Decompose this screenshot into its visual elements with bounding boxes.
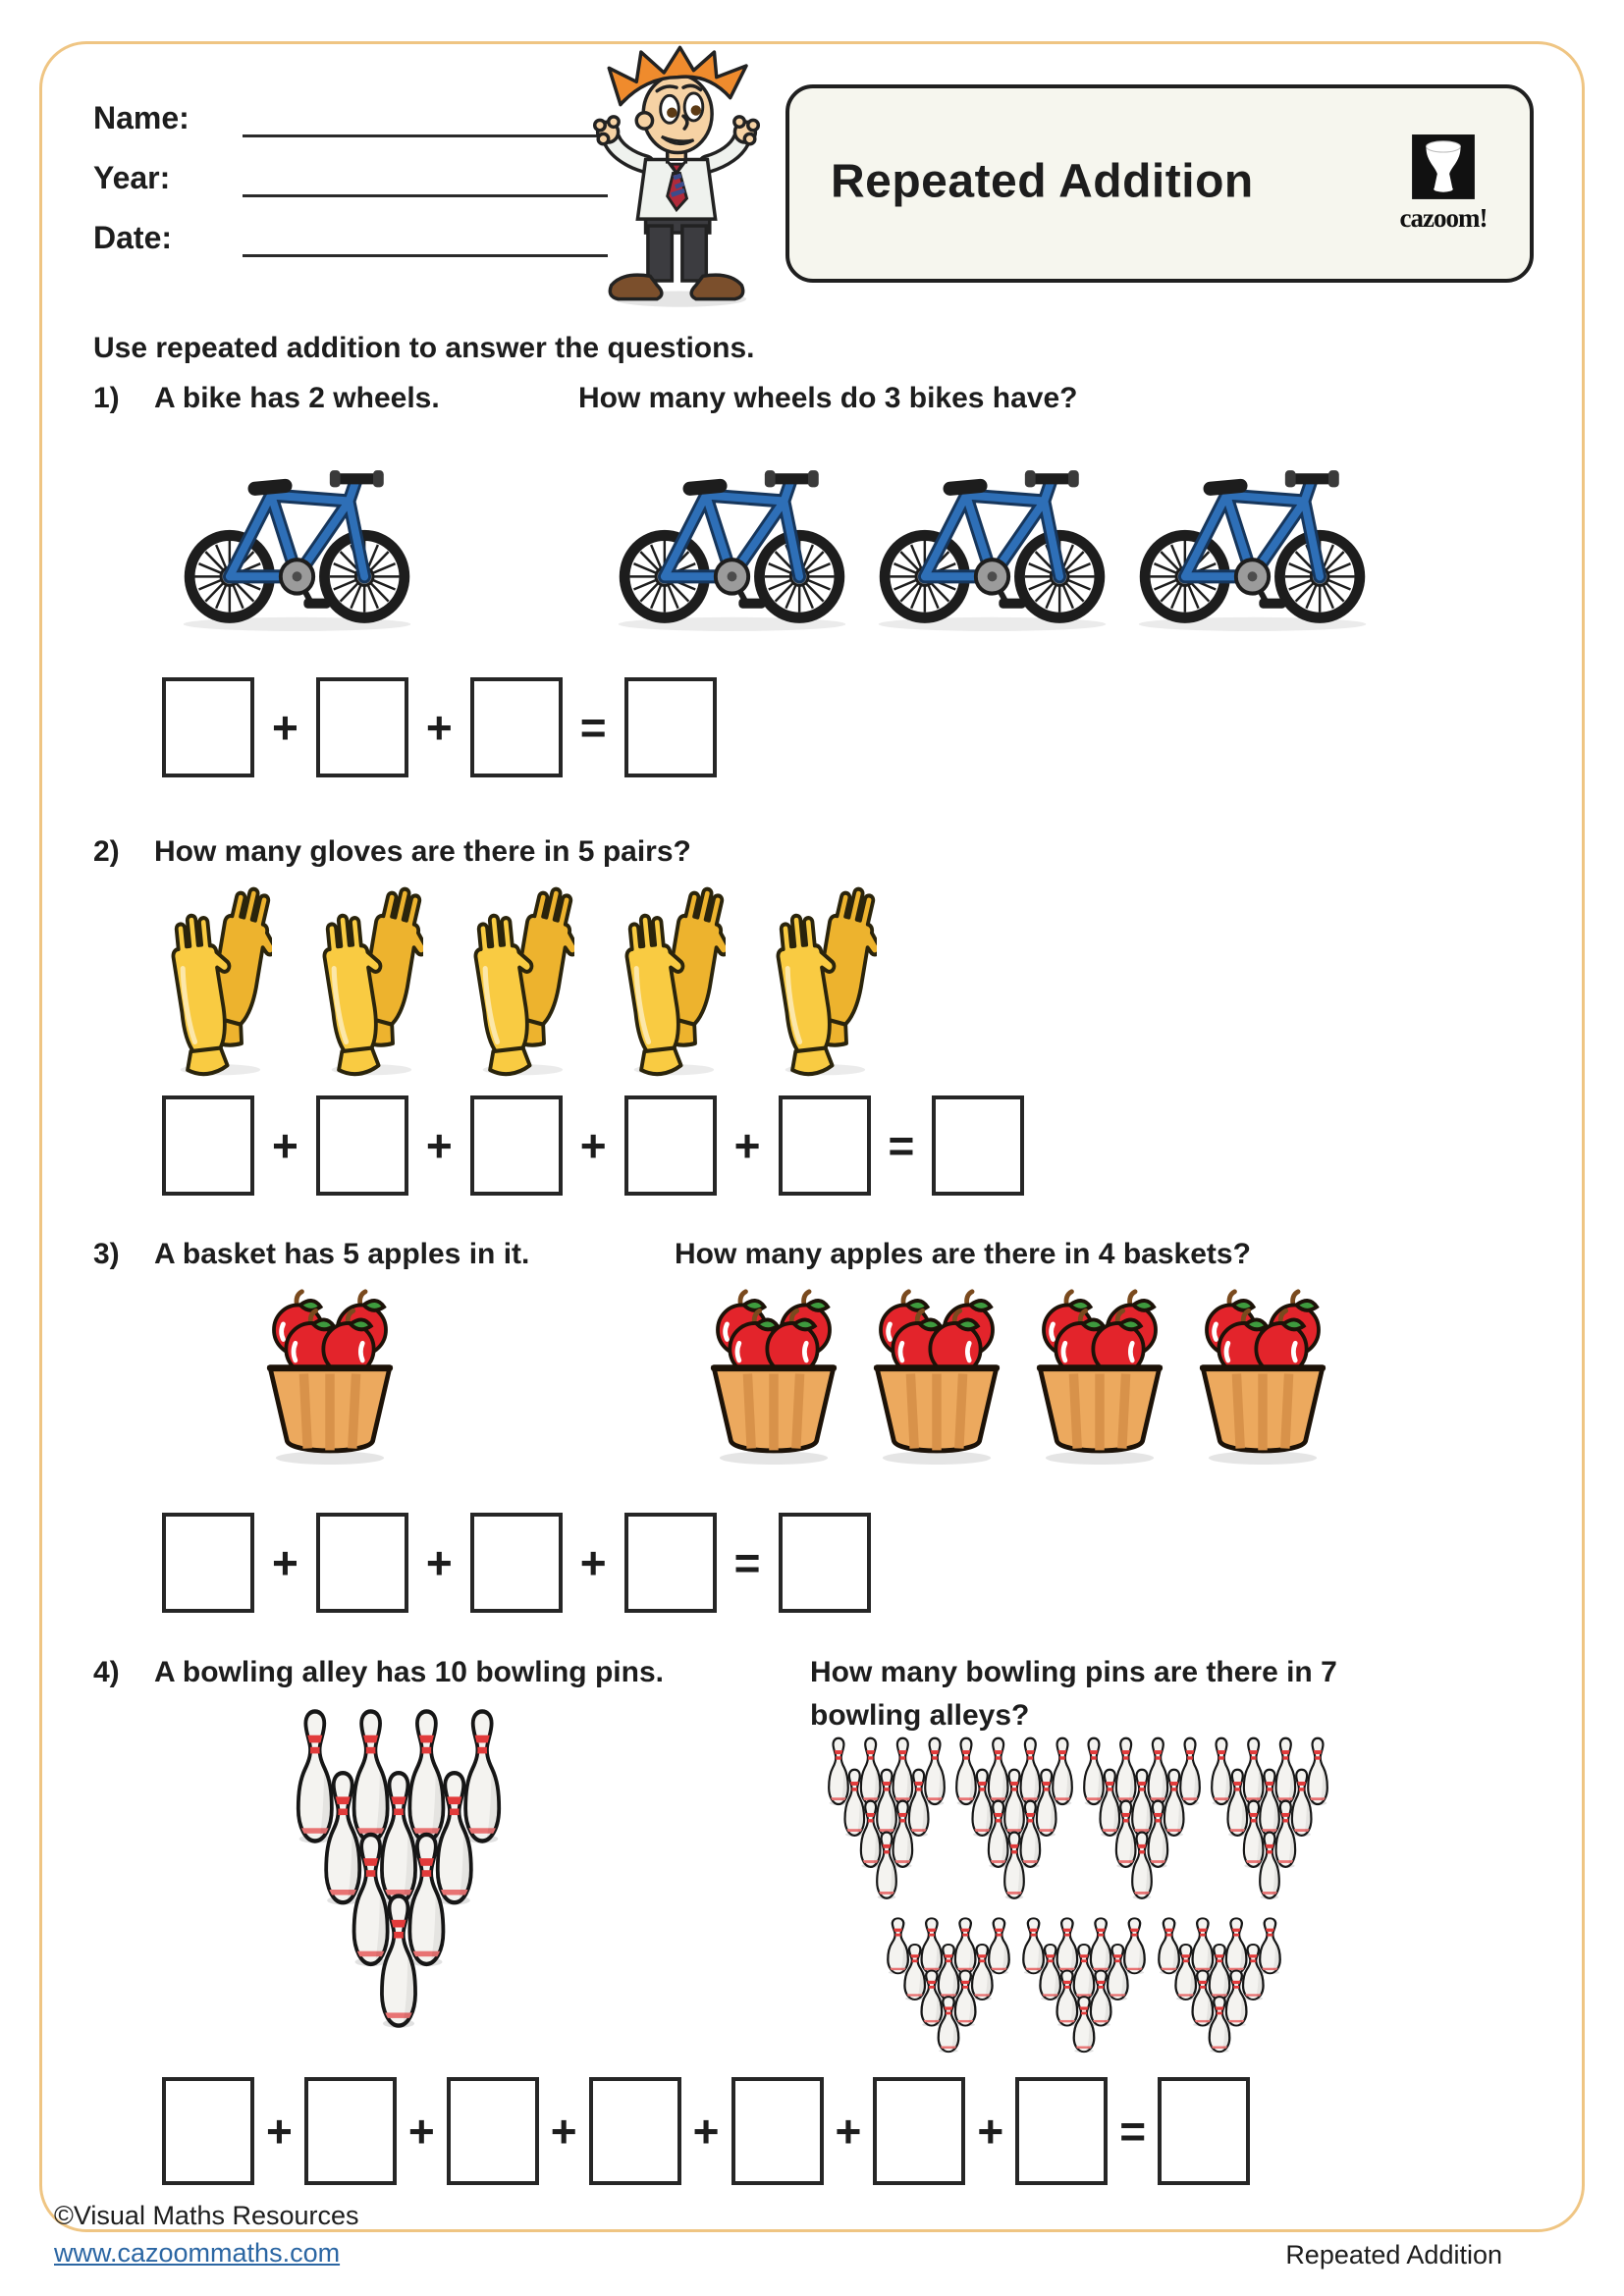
- glove-pair-image: [162, 883, 272, 1078]
- equals-sign: =: [1119, 2106, 1147, 2157]
- question-statement: A bowling alley has 10 bowling pins.: [154, 1656, 664, 1688]
- three-bicycles-group: [607, 455, 1378, 634]
- date-field: [93, 218, 608, 257]
- name-field: [93, 98, 608, 137]
- answer-box[interactable]: [589, 2077, 681, 2185]
- equation-row-2: [162, 1095, 1546, 1196]
- footer-page-label: Repeated Addition: [1285, 2240, 1502, 2269]
- answer-box[interactable]: [470, 677, 563, 777]
- cazoom-drum-icon: [1411, 133, 1476, 202]
- pinsets-top-row: [827, 1735, 1329, 1900]
- answer-box[interactable]: [162, 1095, 254, 1196]
- question-4: [93, 1651, 1546, 2185]
- bowling-pin-set-image: [1210, 1735, 1329, 1900]
- name-input-line[interactable]: [243, 99, 608, 137]
- answer-box[interactable]: [731, 2077, 824, 2185]
- bicycle-image: [1127, 455, 1378, 634]
- instruction-text: Use repeated addition to answer the questions.: [93, 332, 755, 364]
- answer-box[interactable]: [162, 677, 254, 777]
- basket-images-row: [93, 1284, 1546, 1466]
- plus-sign: +: [835, 2106, 862, 2157]
- answer-box[interactable]: [470, 1095, 563, 1196]
- title-box: [785, 84, 1534, 283]
- bicycle-image: [172, 455, 422, 634]
- question-statement: A bike has 2 wheels.: [154, 382, 440, 414]
- answer-box[interactable]: [316, 1095, 408, 1196]
- apple-basket-image: [255, 1284, 405, 1466]
- date-label: Date:: [93, 220, 173, 255]
- glove-pair-image: [616, 883, 726, 1078]
- equals-sign: =: [579, 702, 607, 753]
- single-basket-group: [255, 1284, 405, 1466]
- bowling-pin-set-image: [827, 1735, 947, 1900]
- plus-sign: +: [977, 2106, 1004, 2157]
- equals-sign: =: [733, 1537, 761, 1588]
- plus-sign: +: [407, 2106, 435, 2157]
- question-statement: How many gloves are there in 5 pairs?: [154, 835, 691, 868]
- pinsets-bottom-row: [886, 1916, 1329, 2054]
- date-input-line[interactable]: [243, 219, 608, 257]
- answer-box[interactable]: [1015, 2077, 1108, 2185]
- question-2-text: [93, 830, 1546, 874]
- bowling-images-row: [93, 1706, 1546, 2054]
- answer-box[interactable]: [624, 1513, 717, 1613]
- bowling-pin-set-image: [1157, 1916, 1282, 2054]
- question-1: [93, 377, 1546, 777]
- year-field: [93, 158, 608, 197]
- plus-sign: +: [425, 702, 453, 753]
- bowling-pin-set-image: [295, 1706, 503, 2030]
- single-pinset-group: [295, 1706, 503, 2030]
- question-3-text: [93, 1233, 1546, 1276]
- bicycle-images-row: [93, 455, 1546, 634]
- website-link[interactable]: www.cazoommaths.com: [54, 2238, 341, 2268]
- glove-images-row: [162, 883, 1546, 1078]
- answer-box[interactable]: [624, 1095, 717, 1196]
- plus-sign: +: [579, 1537, 607, 1588]
- bicycle-image: [867, 455, 1117, 634]
- bowling-pin-set-image: [1021, 1916, 1147, 2054]
- mascot-character: [586, 45, 781, 308]
- answer-box[interactable]: [316, 1513, 408, 1613]
- bowling-pin-set-image: [886, 1916, 1011, 2054]
- equals-sign: =: [888, 1120, 915, 1171]
- copyright-text: ©Visual Maths Resources: [54, 2201, 359, 2230]
- question-prompt: How many apples are there in 4 baskets?: [675, 1238, 1251, 1270]
- plus-sign: +: [579, 1120, 607, 1171]
- answer-box[interactable]: [162, 2077, 254, 2185]
- bowling-pin-set-image: [1082, 1735, 1202, 1900]
- glove-pair-image: [767, 883, 877, 1078]
- plus-sign: +: [266, 2106, 293, 2157]
- question-statement: A basket has 5 apples in it.: [154, 1238, 530, 1270]
- answer-box[interactable]: [470, 1513, 563, 1613]
- bicycle-image: [607, 455, 857, 634]
- four-baskets-group: [699, 1284, 1337, 1466]
- answer-box[interactable]: [304, 2077, 397, 2185]
- answer-box[interactable]: [447, 2077, 539, 2185]
- answer-box[interactable]: [779, 1513, 871, 1613]
- apple-basket-image: [1188, 1284, 1337, 1466]
- plus-sign: +: [425, 1120, 453, 1171]
- answer-box[interactable]: [624, 677, 717, 777]
- question-number: 4): [93, 1656, 120, 1688]
- worksheet-title: Repeated Addition: [831, 155, 1254, 208]
- glove-pair-image: [313, 883, 423, 1078]
- bowling-pin-set-image: [954, 1735, 1074, 1900]
- answer-box[interactable]: [1158, 2077, 1250, 2185]
- seven-pinsets-group: [827, 1735, 1329, 2054]
- question-number: 3): [93, 1238, 120, 1270]
- equation-row-1: [162, 677, 1546, 777]
- question-3: [93, 1233, 1546, 1613]
- plus-sign: +: [425, 1537, 453, 1588]
- answer-box[interactable]: [779, 1095, 871, 1196]
- apple-basket-image: [699, 1284, 848, 1466]
- answer-box[interactable]: [932, 1095, 1024, 1196]
- plus-sign: +: [692, 2106, 720, 2157]
- apple-basket-image: [1025, 1284, 1174, 1466]
- answer-box[interactable]: [316, 677, 408, 777]
- student-fields: [93, 98, 608, 278]
- plus-sign: +: [550, 2106, 577, 2157]
- equation-row-4: [162, 2077, 1546, 2185]
- plus-sign: +: [272, 1537, 298, 1588]
- answer-box[interactable]: [162, 1513, 254, 1613]
- answer-box[interactable]: [873, 2077, 965, 2185]
- year-label: Year:: [93, 160, 171, 195]
- question-prompt: How many wheels do 3 bikes have?: [578, 382, 1078, 414]
- question-number: 1): [93, 382, 120, 414]
- question-number: 2): [93, 835, 120, 868]
- question-2: [93, 830, 1546, 1196]
- cazoom-logo-text: cazoom!: [1399, 203, 1488, 233]
- question-prompt: How many bowling pins are there in 7 bowling alleys?: [810, 1656, 1337, 1732]
- plus-sign: +: [272, 702, 298, 753]
- apple-basket-image: [862, 1284, 1011, 1466]
- name-label: Name:: [93, 100, 189, 135]
- question-1-text: [93, 377, 1546, 420]
- glove-pair-image: [464, 883, 574, 1078]
- cazoom-logo: [1394, 133, 1492, 234]
- plus-sign: +: [733, 1120, 761, 1171]
- equation-row-3: [162, 1513, 1546, 1613]
- year-input-line[interactable]: [243, 159, 608, 197]
- plus-sign: +: [272, 1120, 298, 1171]
- single-bicycle-group: [172, 455, 422, 634]
